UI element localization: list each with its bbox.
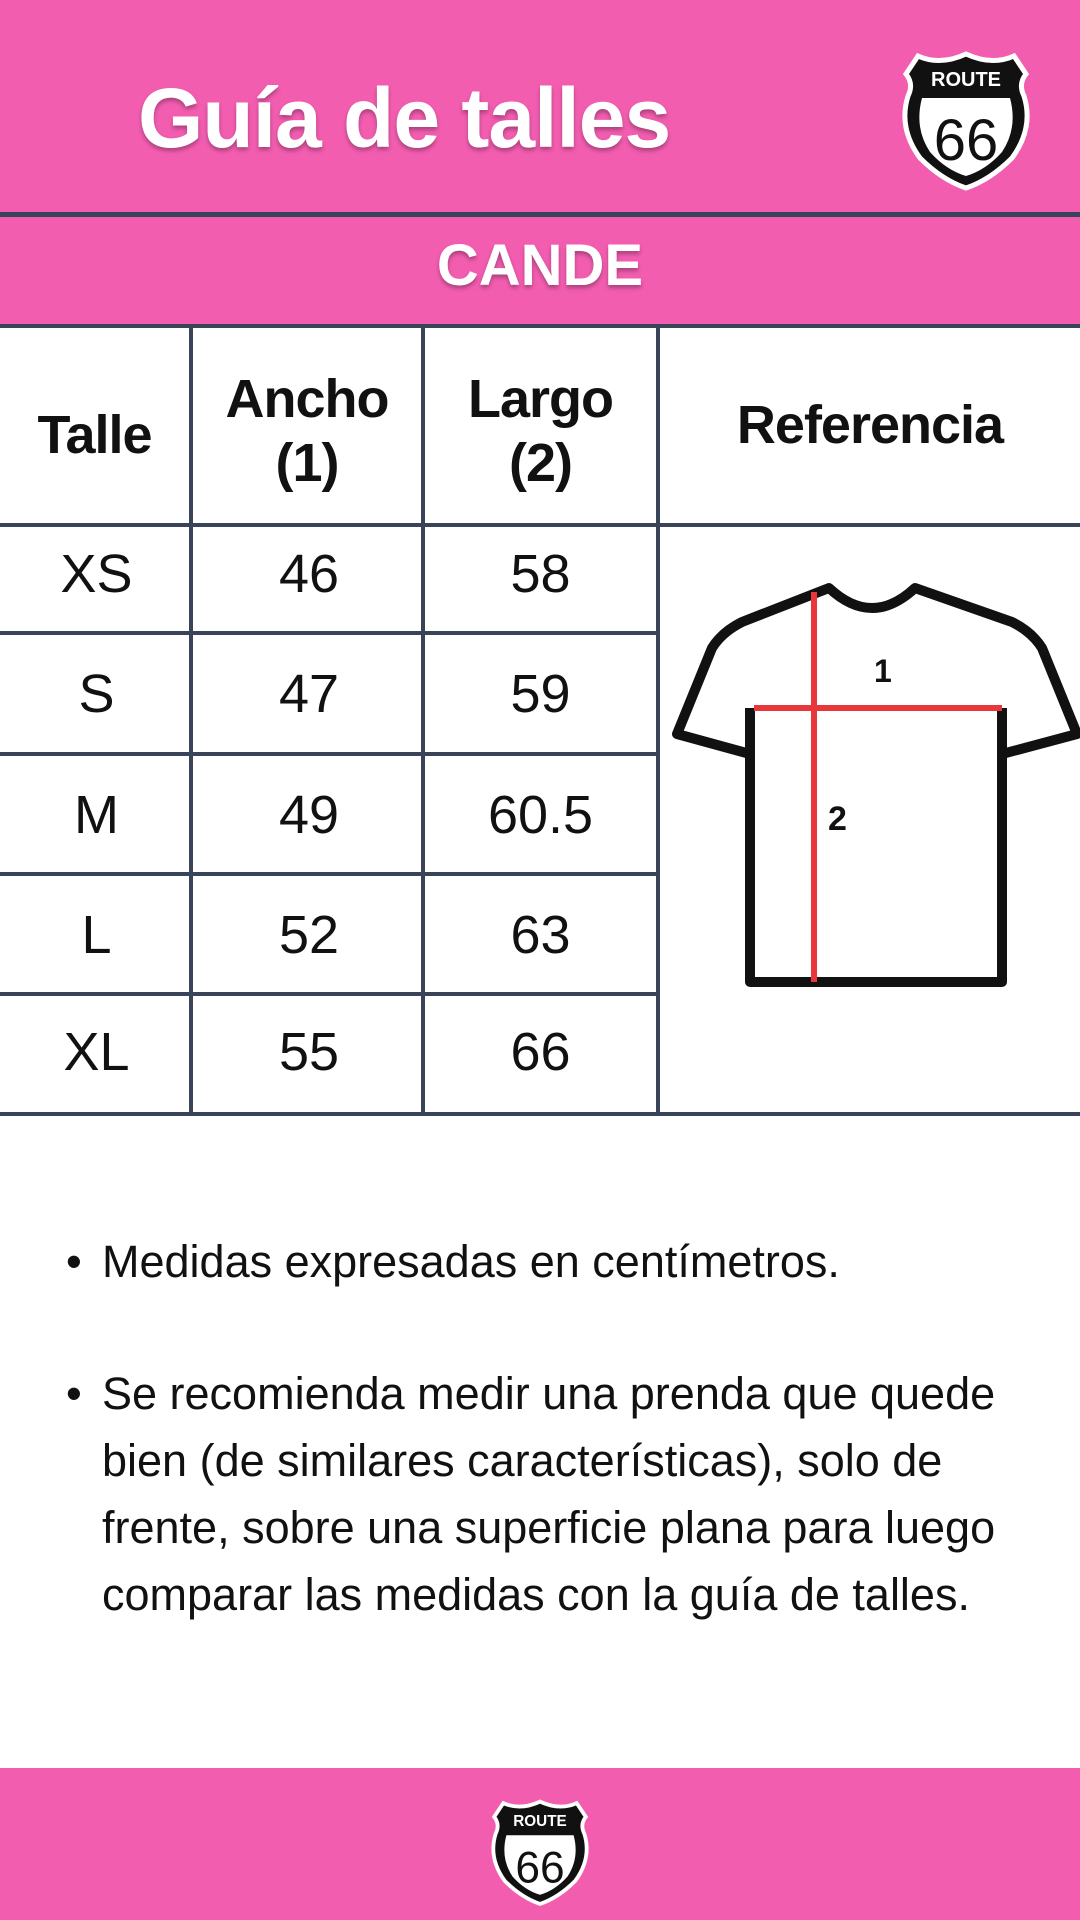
table-header-border (0, 523, 1080, 527)
cell-width: 52 (278, 905, 340, 965)
logo-label: ROUTE (513, 1813, 567, 1831)
page-title: Guía de talles (138, 71, 671, 165)
header-width (193, 368, 421, 495)
header-length-marker: (2) (509, 432, 572, 493)
row-divider (0, 992, 658, 996)
note-text: Medidas expresadas en centímetros. (102, 1236, 840, 1287)
product-name: CANDE (436, 233, 644, 298)
cell-width: 46 (278, 544, 340, 604)
note-text: Se recomienda medir una prenda que quede bien (de similares características), solo de frente, sobre una superficie plana para luego comparar las medidas con la guía de talles. (102, 1368, 996, 1620)
table-top-border (0, 324, 1080, 328)
cell-length: 66 (510, 1022, 571, 1082)
cell-size: M (74, 785, 119, 845)
row-divider (0, 872, 658, 876)
cell-length: 58 (510, 544, 571, 604)
header-width-marker: (1) (275, 432, 339, 493)
width-marker: 1 (874, 653, 892, 689)
cell-width: 49 (278, 785, 340, 845)
cell-size: S (78, 664, 115, 724)
note-item (62, 1360, 1022, 1628)
bullet: • (66, 1368, 82, 1419)
length-marker: 2 (828, 800, 847, 838)
cell-length: 60.5 (487, 785, 594, 845)
cell-length: 63 (510, 905, 571, 965)
bullet: • (66, 1236, 82, 1287)
cell-length: 59 (510, 664, 571, 724)
row-divider (0, 752, 658, 756)
route-66-logo-icon (488, 1797, 592, 1907)
header-length-label: Largo (467, 369, 613, 429)
note-item (62, 1228, 1022, 1295)
cell-size: XS (60, 544, 133, 604)
cell-size: L (81, 905, 112, 965)
notes-list (62, 1228, 1022, 1693)
row-divider (0, 631, 658, 635)
header-reference: Referencia (736, 395, 1004, 455)
cell-width: 47 (278, 664, 340, 724)
route-66-logo-icon (898, 48, 1034, 192)
header-size: Talle (37, 405, 152, 465)
cell-size: XL (63, 1022, 130, 1082)
tshirt-outline-icon (677, 588, 1077, 982)
logo-label: ROUTE (931, 69, 1001, 91)
table-bottom-border (0, 1112, 1080, 1116)
logo-number: 66 (933, 108, 999, 173)
logo-number: 66 (515, 1843, 565, 1893)
cell-width: 55 (278, 1022, 340, 1082)
header-length (425, 368, 656, 495)
tshirt-measurement-diagram (672, 578, 1080, 998)
header-width-label: Ancho (225, 369, 389, 429)
